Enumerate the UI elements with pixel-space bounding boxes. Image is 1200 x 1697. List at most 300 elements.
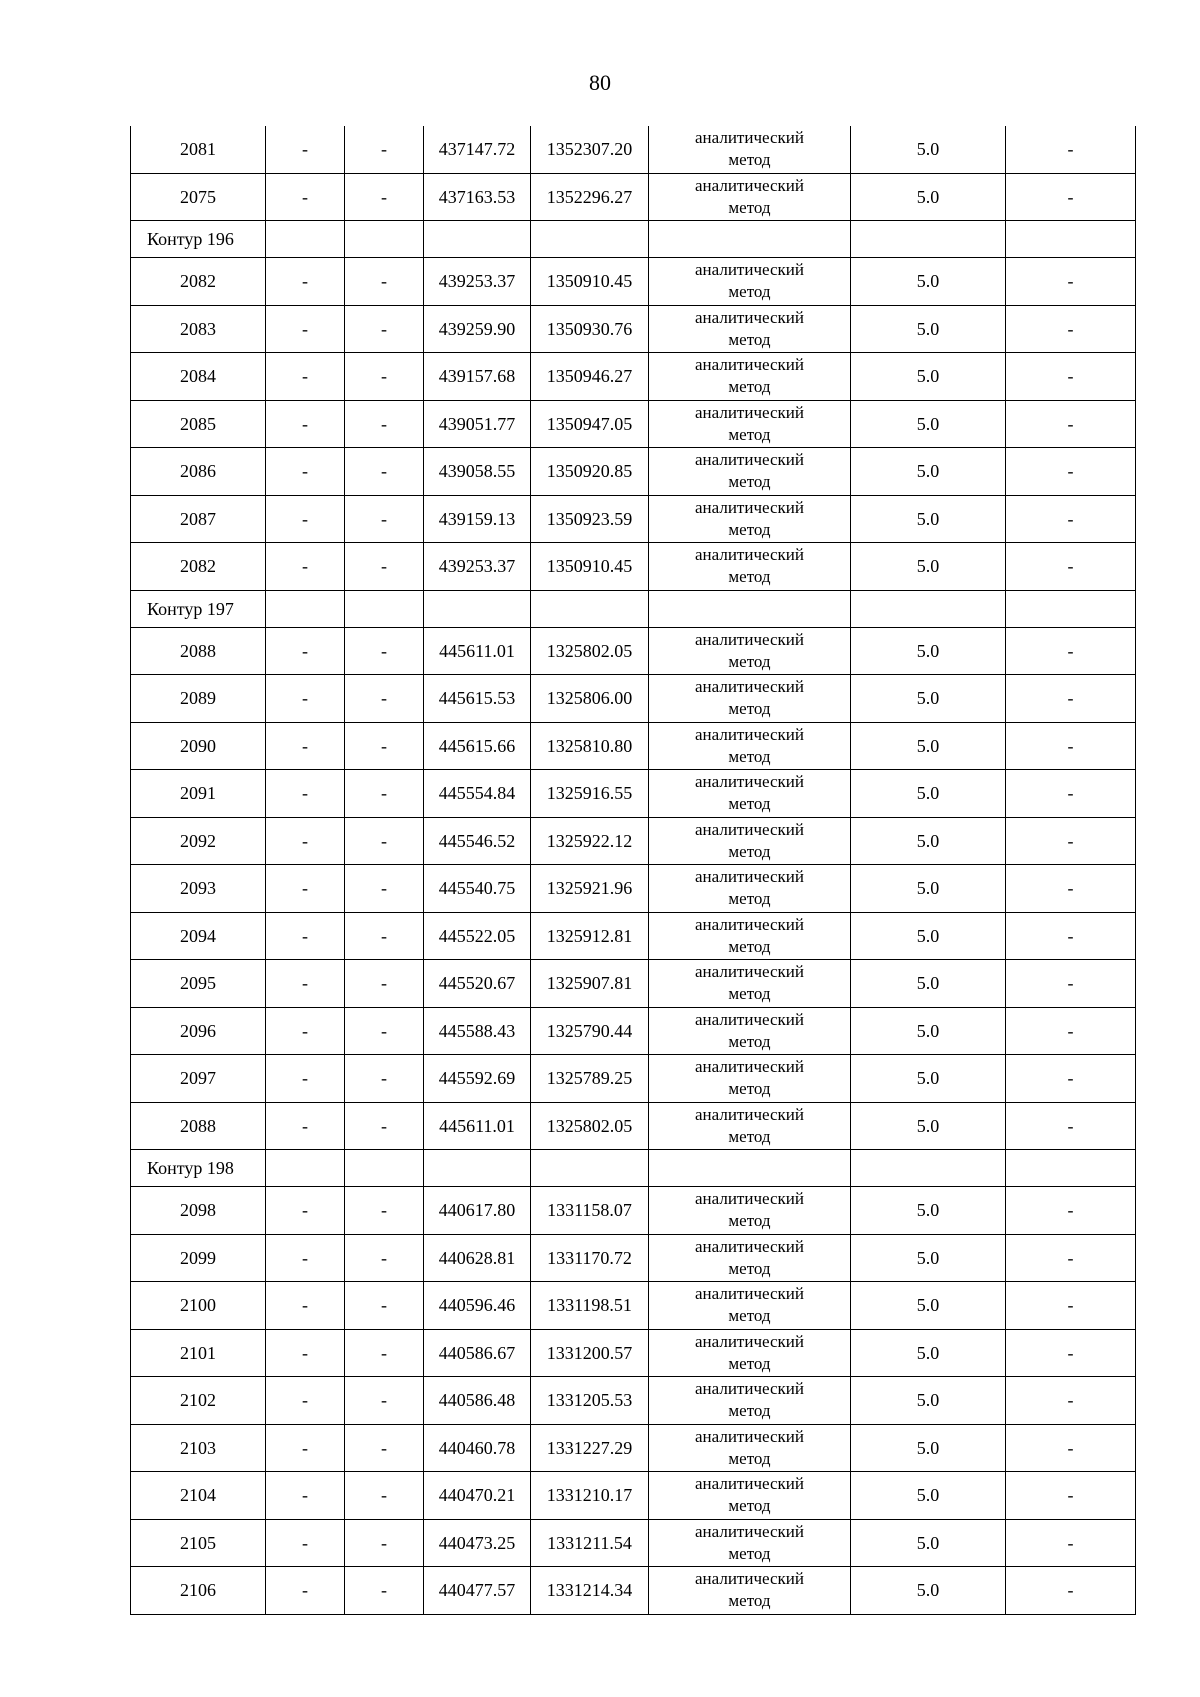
- table-row: [131, 1055, 1136, 1103]
- method-line-2: метод: [728, 519, 771, 539]
- method-line-2: метод: [728, 282, 771, 302]
- y-coordinate-cell: 1331170.72: [531, 1234, 649, 1282]
- method-cell: [649, 126, 851, 173]
- contour-header-row: [131, 590, 1136, 627]
- table-row: [131, 1519, 1136, 1567]
- dash-cell-2: -: [266, 627, 345, 675]
- method-line-1: аналитический: [695, 1569, 804, 1589]
- point-id-cell: 2082: [131, 258, 266, 306]
- x-coordinate-cell: 437163.53: [424, 173, 531, 221]
- dash-cell-3: -: [345, 722, 424, 770]
- last-column-cell: -: [1006, 1329, 1136, 1377]
- method-line-1: аналитический: [695, 175, 804, 195]
- table-row: [131, 1234, 1136, 1282]
- dash-cell-3: -: [345, 1234, 424, 1282]
- x-coordinate-cell: 439051.77: [424, 400, 531, 448]
- method-line-2: метод: [728, 889, 771, 909]
- dash-cell-3: -: [345, 1282, 424, 1330]
- accuracy-cell: 5.0: [851, 1329, 1006, 1377]
- last-column-cell: -: [1006, 1377, 1136, 1425]
- method-line-2: метод: [728, 150, 771, 170]
- accuracy-cell: 5.0: [851, 543, 1006, 591]
- table-row: [131, 543, 1136, 591]
- y-coordinate-cell: 1331227.29: [531, 1424, 649, 1472]
- contour-label: Контур 196: [131, 221, 266, 258]
- dash-cell-2: -: [266, 722, 345, 770]
- method-line-2: метод: [728, 472, 771, 492]
- empty-cell: [424, 221, 531, 258]
- y-coordinate-cell: 1331158.07: [531, 1187, 649, 1235]
- method-line-2: метод: [728, 1258, 771, 1278]
- dash-cell-2: -: [266, 1329, 345, 1377]
- empty-cell: [266, 590, 345, 627]
- dash-cell-3: -: [345, 960, 424, 1008]
- method-line-2: метод: [728, 1448, 771, 1468]
- y-coordinate-cell: 1325916.55: [531, 770, 649, 818]
- empty-cell: [851, 1150, 1006, 1187]
- table-row: [131, 1377, 1136, 1425]
- last-column-cell: -: [1006, 960, 1136, 1008]
- y-coordinate-cell: 1325912.81: [531, 912, 649, 960]
- point-id-cell: 2091: [131, 770, 266, 818]
- dash-cell-2: -: [266, 817, 345, 865]
- x-coordinate-cell: 440473.25: [424, 1519, 531, 1567]
- last-column-cell: -: [1006, 1519, 1136, 1567]
- table-row: [131, 1329, 1136, 1377]
- method-line-1: аналитический: [695, 355, 804, 375]
- x-coordinate-cell: 439159.13: [424, 495, 531, 543]
- method-line-1: аналитический: [695, 1236, 804, 1256]
- contour-header-row: [131, 221, 1136, 258]
- dash-cell-3: -: [345, 770, 424, 818]
- contour-header-row: [131, 1150, 1136, 1187]
- accuracy-cell: 5.0: [851, 173, 1006, 221]
- method-cell: [649, 912, 851, 960]
- dash-cell-2: -: [266, 1102, 345, 1150]
- table-row: [131, 1424, 1136, 1472]
- dash-cell-2: -: [266, 1377, 345, 1425]
- method-line-1: аналитический: [695, 962, 804, 982]
- method-line-2: метод: [728, 1031, 771, 1051]
- y-coordinate-cell: 1325921.96: [531, 865, 649, 913]
- table-row: [131, 627, 1136, 675]
- x-coordinate-cell: 445588.43: [424, 1007, 531, 1055]
- last-column-cell: -: [1006, 1424, 1136, 1472]
- dash-cell-2: -: [266, 912, 345, 960]
- dash-cell-3: -: [345, 448, 424, 496]
- last-column-cell: -: [1006, 627, 1136, 675]
- y-coordinate-cell: 1325810.80: [531, 722, 649, 770]
- method-line-2: метод: [728, 794, 771, 814]
- last-column-cell: -: [1006, 448, 1136, 496]
- method-line-1: аналитический: [695, 1009, 804, 1029]
- accuracy-cell: 5.0: [851, 495, 1006, 543]
- method-line-2: метод: [728, 1079, 771, 1099]
- x-coordinate-cell: 439253.37: [424, 543, 531, 591]
- table-row: [131, 448, 1136, 496]
- y-coordinate-cell: 1352307.20: [531, 126, 649, 173]
- x-coordinate-cell: 440628.81: [424, 1234, 531, 1282]
- dash-cell-3: -: [345, 675, 424, 723]
- point-id-cell: 2094: [131, 912, 266, 960]
- method-cell: [649, 1282, 851, 1330]
- table-row: [131, 817, 1136, 865]
- dash-cell-2: -: [266, 1187, 345, 1235]
- dash-cell-2: -: [266, 126, 345, 173]
- method-line-2: метод: [728, 1401, 771, 1421]
- last-column-cell: -: [1006, 173, 1136, 221]
- point-id-cell: 2092: [131, 817, 266, 865]
- method-line-2: метод: [728, 936, 771, 956]
- accuracy-cell: 5.0: [851, 400, 1006, 448]
- method-line-1: аналитический: [695, 914, 804, 934]
- accuracy-cell: 5.0: [851, 1377, 1006, 1425]
- last-column-cell: -: [1006, 912, 1136, 960]
- last-column-cell: -: [1006, 126, 1136, 173]
- x-coordinate-cell: 440460.78: [424, 1424, 531, 1472]
- method-cell: [649, 1519, 851, 1567]
- point-id-cell: 2088: [131, 627, 266, 675]
- point-id-cell: 2099: [131, 1234, 266, 1282]
- y-coordinate-cell: 1325789.25: [531, 1055, 649, 1103]
- y-coordinate-cell: 1325790.44: [531, 1007, 649, 1055]
- table-row: [131, 1102, 1136, 1150]
- method-cell: [649, 400, 851, 448]
- table-row: [131, 1187, 1136, 1235]
- table-row: [131, 912, 1136, 960]
- table-row: [131, 960, 1136, 1008]
- page-number: 80: [589, 70, 611, 95]
- dash-cell-3: -: [345, 1519, 424, 1567]
- accuracy-cell: 5.0: [851, 1187, 1006, 1235]
- dash-cell-2: -: [266, 173, 345, 221]
- point-id-cell: 2101: [131, 1329, 266, 1377]
- x-coordinate-cell: 440470.21: [424, 1472, 531, 1520]
- dash-cell-3: -: [345, 1472, 424, 1520]
- x-coordinate-cell: 440586.48: [424, 1377, 531, 1425]
- point-id-cell: 2105: [131, 1519, 266, 1567]
- table-row: [131, 173, 1136, 221]
- last-column-cell: -: [1006, 495, 1136, 543]
- x-coordinate-cell: 445615.66: [424, 722, 531, 770]
- x-coordinate-cell: 440617.80: [424, 1187, 531, 1235]
- last-column-cell: -: [1006, 1234, 1136, 1282]
- dash-cell-3: -: [345, 817, 424, 865]
- accuracy-cell: 5.0: [851, 1519, 1006, 1567]
- empty-cell: [266, 1150, 345, 1187]
- table-row: [131, 1282, 1136, 1330]
- point-id-cell: 2084: [131, 353, 266, 401]
- dash-cell-2: -: [266, 353, 345, 401]
- method-line-1: аналитический: [695, 1474, 804, 1494]
- point-id-cell: 2086: [131, 448, 266, 496]
- dash-cell-2: -: [266, 543, 345, 591]
- method-cell: [649, 817, 851, 865]
- method-line-2: метод: [728, 1543, 771, 1563]
- method-line-1: аналитический: [695, 1057, 804, 1077]
- method-line-1: аналитический: [695, 1189, 804, 1209]
- method-line-2: метод: [728, 841, 771, 861]
- y-coordinate-cell: 1350920.85: [531, 448, 649, 496]
- method-line-1: аналитический: [695, 128, 804, 148]
- accuracy-cell: 5.0: [851, 722, 1006, 770]
- method-line-2: метод: [728, 567, 771, 587]
- dash-cell-2: -: [266, 1282, 345, 1330]
- method-line-1: аналитический: [695, 307, 804, 327]
- method-cell: [649, 448, 851, 496]
- method-line-1: аналитический: [695, 450, 804, 470]
- table-row: [131, 1567, 1136, 1615]
- dash-cell-3: -: [345, 1424, 424, 1472]
- point-id-cell: 2104: [131, 1472, 266, 1520]
- x-coordinate-cell: 445611.01: [424, 627, 531, 675]
- dash-cell-2: -: [266, 960, 345, 1008]
- method-cell: [649, 1424, 851, 1472]
- empty-cell: [649, 590, 851, 627]
- dash-cell-3: -: [345, 1187, 424, 1235]
- y-coordinate-cell: 1331211.54: [531, 1519, 649, 1567]
- point-id-cell: 2081: [131, 126, 266, 173]
- method-line-1: аналитический: [695, 724, 804, 744]
- dash-cell-3: -: [345, 1567, 424, 1615]
- dash-cell-3: -: [345, 912, 424, 960]
- y-coordinate-cell: 1331198.51: [531, 1282, 649, 1330]
- method-line-1: аналитический: [695, 677, 804, 697]
- last-column-cell: -: [1006, 1102, 1136, 1150]
- table-row: [131, 1007, 1136, 1055]
- method-line-1: аналитический: [695, 402, 804, 422]
- empty-cell: [531, 221, 649, 258]
- empty-cell: [345, 1150, 424, 1187]
- point-id-cell: 2093: [131, 865, 266, 913]
- accuracy-cell: 5.0: [851, 353, 1006, 401]
- accuracy-cell: 5.0: [851, 1102, 1006, 1150]
- contour-label: Контур 197: [131, 590, 266, 627]
- point-id-cell: 2106: [131, 1567, 266, 1615]
- coordinates-table: [130, 126, 1136, 1615]
- table-row: [131, 865, 1136, 913]
- method-line-2: метод: [728, 1126, 771, 1146]
- y-coordinate-cell: 1325802.05: [531, 627, 649, 675]
- dash-cell-3: -: [345, 1102, 424, 1150]
- method-line-1: аналитический: [695, 1426, 804, 1446]
- table-row: [131, 675, 1136, 723]
- method-line-2: метод: [728, 1496, 771, 1516]
- y-coordinate-cell: 1350946.27: [531, 353, 649, 401]
- y-coordinate-cell: 1325806.00: [531, 675, 649, 723]
- method-line-1: аналитический: [695, 772, 804, 792]
- method-line-2: метод: [728, 699, 771, 719]
- dash-cell-2: -: [266, 448, 345, 496]
- y-coordinate-cell: 1325802.05: [531, 1102, 649, 1150]
- point-id-cell: 2096: [131, 1007, 266, 1055]
- y-coordinate-cell: 1350910.45: [531, 258, 649, 306]
- method-line-2: метод: [728, 329, 771, 349]
- method-line-1: аналитический: [695, 819, 804, 839]
- dash-cell-2: -: [266, 1007, 345, 1055]
- accuracy-cell: 5.0: [851, 1567, 1006, 1615]
- empty-cell: [345, 590, 424, 627]
- dash-cell-3: -: [345, 495, 424, 543]
- method-line-1: аналитический: [695, 260, 804, 280]
- dash-cell-3: -: [345, 305, 424, 353]
- last-column-cell: -: [1006, 543, 1136, 591]
- point-id-cell: 2102: [131, 1377, 266, 1425]
- x-coordinate-cell: 440596.46: [424, 1282, 531, 1330]
- method-cell: [649, 1187, 851, 1235]
- accuracy-cell: 5.0: [851, 1472, 1006, 1520]
- table-row: [131, 126, 1136, 173]
- x-coordinate-cell: 440586.67: [424, 1329, 531, 1377]
- accuracy-cell: 5.0: [851, 1055, 1006, 1103]
- dash-cell-3: -: [345, 353, 424, 401]
- accuracy-cell: 5.0: [851, 675, 1006, 723]
- table-row: [131, 495, 1136, 543]
- point-id-cell: 2087: [131, 495, 266, 543]
- accuracy-cell: 5.0: [851, 1234, 1006, 1282]
- method-cell: [649, 1007, 851, 1055]
- method-line-1: аналитический: [695, 1284, 804, 1304]
- y-coordinate-cell: 1331205.53: [531, 1377, 649, 1425]
- method-cell: [649, 1377, 851, 1425]
- method-cell: [649, 960, 851, 1008]
- method-line-1: аналитический: [695, 629, 804, 649]
- point-id-cell: 2098: [131, 1187, 266, 1235]
- method-cell: [649, 1329, 851, 1377]
- point-id-cell: 2097: [131, 1055, 266, 1103]
- x-coordinate-cell: 439259.90: [424, 305, 531, 353]
- dash-cell-2: -: [266, 1567, 345, 1615]
- method-line-2: метод: [728, 1353, 771, 1373]
- x-coordinate-cell: 445522.05: [424, 912, 531, 960]
- point-id-cell: 2103: [131, 1424, 266, 1472]
- accuracy-cell: 5.0: [851, 770, 1006, 818]
- x-coordinate-cell: 445546.52: [424, 817, 531, 865]
- method-cell: [649, 770, 851, 818]
- accuracy-cell: 5.0: [851, 817, 1006, 865]
- table-row: [131, 770, 1136, 818]
- accuracy-cell: 5.0: [851, 258, 1006, 306]
- last-column-cell: -: [1006, 258, 1136, 306]
- accuracy-cell: 5.0: [851, 912, 1006, 960]
- empty-cell: [424, 590, 531, 627]
- method-line-2: метод: [728, 197, 771, 217]
- dash-cell-3: -: [345, 1329, 424, 1377]
- empty-cell: [851, 221, 1006, 258]
- point-id-cell: 2085: [131, 400, 266, 448]
- method-line-2: метод: [728, 746, 771, 766]
- method-line-1: аналитический: [695, 1331, 804, 1351]
- last-column-cell: -: [1006, 400, 1136, 448]
- method-cell: [649, 675, 851, 723]
- accuracy-cell: 5.0: [851, 1282, 1006, 1330]
- dash-cell-2: -: [266, 258, 345, 306]
- accuracy-cell: 5.0: [851, 627, 1006, 675]
- dash-cell-3: -: [345, 126, 424, 173]
- accuracy-cell: 5.0: [851, 126, 1006, 173]
- method-line-1: аналитический: [695, 497, 804, 517]
- point-id-cell: 2089: [131, 675, 266, 723]
- method-cell: [649, 1567, 851, 1615]
- point-id-cell: 2088: [131, 1102, 266, 1150]
- y-coordinate-cell: 1331214.34: [531, 1567, 649, 1615]
- x-coordinate-cell: 445592.69: [424, 1055, 531, 1103]
- method-line-2: метод: [728, 1306, 771, 1326]
- last-column-cell: -: [1006, 1187, 1136, 1235]
- dash-cell-2: -: [266, 1055, 345, 1103]
- table-row: [131, 258, 1136, 306]
- method-cell: [649, 495, 851, 543]
- accuracy-cell: 5.0: [851, 1424, 1006, 1472]
- point-id-cell: 2075: [131, 173, 266, 221]
- last-column-cell: -: [1006, 817, 1136, 865]
- table-row: [131, 353, 1136, 401]
- last-column-cell: -: [1006, 675, 1136, 723]
- table-row: [131, 305, 1136, 353]
- method-cell: [649, 353, 851, 401]
- method-line-2: метод: [728, 1211, 771, 1231]
- point-id-cell: 2095: [131, 960, 266, 1008]
- y-coordinate-cell: 1331200.57: [531, 1329, 649, 1377]
- point-id-cell: 2100: [131, 1282, 266, 1330]
- contour-label: Контур 198: [131, 1150, 266, 1187]
- empty-cell: [424, 1150, 531, 1187]
- method-cell: [649, 173, 851, 221]
- dash-cell-2: -: [266, 305, 345, 353]
- empty-cell: [649, 1150, 851, 1187]
- method-cell: [649, 1102, 851, 1150]
- point-id-cell: 2090: [131, 722, 266, 770]
- last-column-cell: -: [1006, 1282, 1136, 1330]
- dash-cell-3: -: [345, 1007, 424, 1055]
- x-coordinate-cell: 439253.37: [424, 258, 531, 306]
- method-line-1: аналитический: [695, 1104, 804, 1124]
- method-line-2: метод: [728, 651, 771, 671]
- table-row: [131, 1472, 1136, 1520]
- y-coordinate-cell: 1352296.27: [531, 173, 649, 221]
- x-coordinate-cell: 445540.75: [424, 865, 531, 913]
- x-coordinate-cell: 445615.53: [424, 675, 531, 723]
- accuracy-cell: 5.0: [851, 448, 1006, 496]
- x-coordinate-cell: 445520.67: [424, 960, 531, 1008]
- dash-cell-3: -: [345, 627, 424, 675]
- dash-cell-3: -: [345, 865, 424, 913]
- last-column-cell: -: [1006, 722, 1136, 770]
- dash-cell-3: -: [345, 1055, 424, 1103]
- method-cell: [649, 865, 851, 913]
- y-coordinate-cell: 1325907.81: [531, 960, 649, 1008]
- empty-cell: [1006, 590, 1136, 627]
- empty-cell: [1006, 1150, 1136, 1187]
- y-coordinate-cell: 1350947.05: [531, 400, 649, 448]
- method-line-1: аналитический: [695, 1521, 804, 1541]
- last-column-cell: -: [1006, 770, 1136, 818]
- dash-cell-3: -: [345, 400, 424, 448]
- empty-cell: [531, 1150, 649, 1187]
- method-line-2: метод: [728, 377, 771, 397]
- dash-cell-2: -: [266, 770, 345, 818]
- last-column-cell: -: [1006, 353, 1136, 401]
- last-column-cell: -: [1006, 1055, 1136, 1103]
- method-cell: [649, 1472, 851, 1520]
- dash-cell-2: -: [266, 1424, 345, 1472]
- table-body: [131, 126, 1136, 1614]
- accuracy-cell: 5.0: [851, 1007, 1006, 1055]
- method-line-2: метод: [728, 1591, 771, 1611]
- dash-cell-2: -: [266, 1472, 345, 1520]
- x-coordinate-cell: 437147.72: [424, 126, 531, 173]
- last-column-cell: -: [1006, 1472, 1136, 1520]
